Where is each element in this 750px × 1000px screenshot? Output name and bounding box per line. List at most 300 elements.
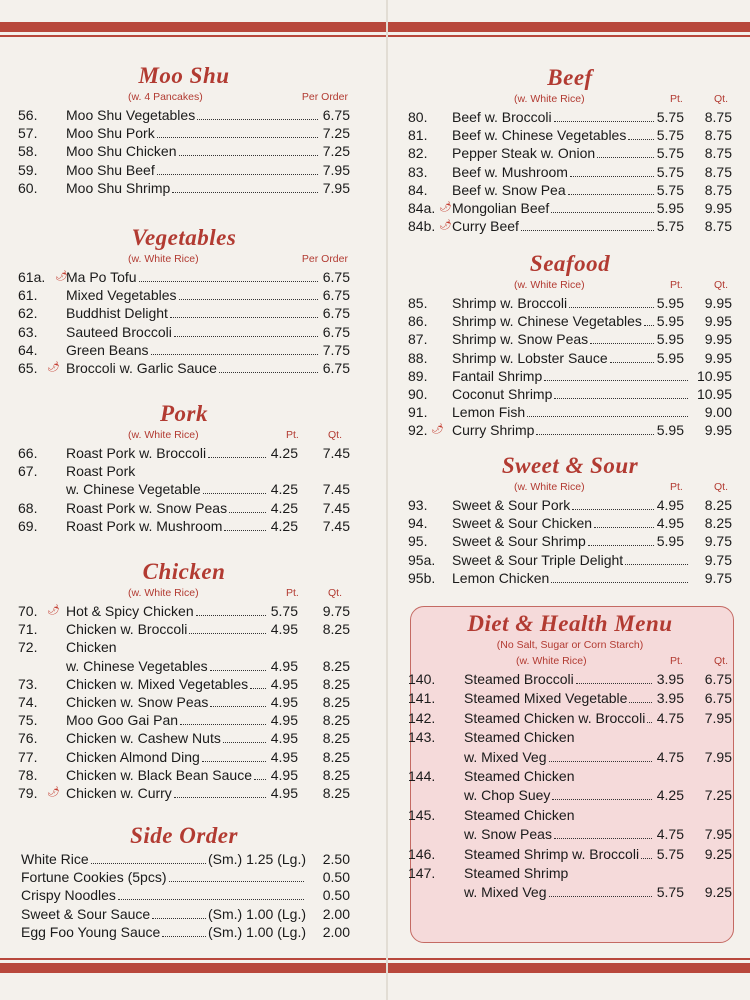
item-name: Mixed Vegetables <box>66 287 177 304</box>
item-name: w. Mixed Veg <box>464 748 547 765</box>
hot-pepper-icon: 🌶 <box>439 201 452 213</box>
item-name-line <box>452 514 656 532</box>
pint-label: Pt. <box>286 429 299 441</box>
menu-item <box>18 444 350 462</box>
quart-price: 8.75 <box>704 145 732 162</box>
menu-item <box>408 126 732 144</box>
item-name: Steamed Chicken <box>464 806 575 823</box>
menu-item <box>18 923 350 941</box>
item-number: 58. <box>18 143 38 160</box>
item-name: Roast Pork w. Snow Peas <box>66 499 228 516</box>
pint-price: 5.75 <box>656 845 684 862</box>
item-price: 7.75 <box>322 341 350 358</box>
dot-leader <box>219 372 318 373</box>
item-name-line <box>452 181 656 199</box>
item-number: 87. <box>408 331 428 348</box>
quart-price: 6.75 <box>704 671 732 687</box>
menu-item <box>408 532 732 550</box>
pint-price: 4.25 <box>270 445 298 461</box>
pint-price: 4.95 <box>656 497 684 513</box>
item-number: 85. <box>408 295 428 311</box>
size-prices: (Sm.) 1.00 (Lg.) <box>207 923 306 940</box>
item-name-line <box>464 728 732 747</box>
item-name-line <box>452 421 656 439</box>
item-number: 75. <box>18 712 38 729</box>
item-number: 95b. <box>408 569 436 586</box>
item-number: 81. <box>408 127 428 144</box>
item-name-line <box>464 786 654 805</box>
item-number: 140. <box>408 671 436 687</box>
menu-item <box>18 693 350 711</box>
item-number: 60. <box>18 179 38 196</box>
quart-price: 7.95 <box>704 826 732 843</box>
rice-note: (w. White Rice) <box>514 279 585 291</box>
dot-leader <box>139 281 318 282</box>
item-number: 76. <box>18 730 38 747</box>
menu-item <box>18 142 350 160</box>
item-number: 95. <box>408 533 428 550</box>
item-name: Green Beans <box>66 341 149 358</box>
item-price: 6.75 <box>322 359 350 376</box>
rice-note: (w. White Rice) <box>128 429 199 441</box>
dot-leader <box>179 299 318 300</box>
item-name: Chicken w. Curry <box>66 784 172 801</box>
item-price: 6.75 <box>322 287 350 304</box>
pint-price: 5.95 <box>656 331 684 348</box>
item-number: 83. <box>408 163 428 180</box>
quart-price: 6.75 <box>704 690 732 707</box>
per-order-label: Per Order <box>301 91 348 103</box>
item-name-line <box>66 106 320 124</box>
item-number: 84. <box>408 181 428 198</box>
item-number: 144. <box>408 767 436 784</box>
item-price: 6.75 <box>322 269 350 285</box>
item-name-line <box>66 766 268 784</box>
dot-leader <box>91 863 206 864</box>
pint-price: 5.75 <box>656 127 684 144</box>
item-name: w. Mixed Veg <box>464 884 547 901</box>
side-order-section <box>18 822 350 941</box>
item-number: 78. <box>18 766 38 783</box>
menu-item <box>18 784 350 802</box>
item-price: 6.75 <box>322 305 350 322</box>
item-name: Sauteed Broccoli <box>66 323 172 340</box>
sweet-sour-subheader <box>408 480 732 496</box>
item-name-line <box>452 385 690 403</box>
quart-price: 8.75 <box>704 218 732 235</box>
item-name-line <box>66 161 320 179</box>
menu-item <box>18 638 350 656</box>
item-number: 68. <box>18 499 38 516</box>
item-name: Roast Pork w. Mushroom <box>66 517 223 534</box>
menu-item <box>18 886 350 904</box>
item-name: Hot & Spicy Chicken <box>66 603 194 619</box>
item-name: Beef w. Broccoli <box>452 109 552 125</box>
menu-item <box>18 106 350 124</box>
quart-price: 7.95 <box>704 709 732 726</box>
item-name-line <box>66 784 268 802</box>
item-name: Chicken <box>66 639 117 656</box>
menu-item <box>408 144 732 162</box>
quart-price: 8.25 <box>704 515 732 532</box>
pint-price: 5.95 <box>656 295 684 311</box>
quart-price: 8.25 <box>322 766 350 783</box>
pint-price: 4.95 <box>270 766 298 783</box>
dot-leader <box>174 797 266 798</box>
pint-price: 5.75 <box>656 109 684 125</box>
quart-price: 8.25 <box>322 712 350 729</box>
item-name: Roast Pork <box>66 463 136 480</box>
dot-leader <box>180 724 266 725</box>
hot-pepper-icon: 🌶 <box>47 605 60 616</box>
item-name-line <box>66 480 268 498</box>
pint-price: 5.95 <box>656 533 684 550</box>
dot-leader <box>151 354 319 355</box>
menu-item <box>408 367 732 385</box>
pint-price: 4.25 <box>270 481 298 498</box>
item-name-line <box>66 638 350 656</box>
quart-price: 8.75 <box>704 109 732 125</box>
menu-item <box>18 675 350 693</box>
item-name: Chicken Almond Ding <box>66 748 200 765</box>
menu-item <box>408 312 732 330</box>
item-name-line <box>66 729 268 747</box>
item-name: Sweet & Sour Triple Delight <box>452 551 624 568</box>
menu-item <box>408 294 732 312</box>
beef-section <box>408 64 732 235</box>
dot-leader <box>157 137 318 138</box>
pint-label: Pt. <box>670 655 683 667</box>
chicken-subheader <box>18 586 350 602</box>
item-name: Steamed Chicken <box>464 767 575 784</box>
diet-health-section <box>408 610 732 903</box>
item-name: Curry Beef <box>452 218 519 235</box>
pork-title: Pork <box>160 401 208 426</box>
quart-price: 9.75 <box>704 533 732 550</box>
quart-price: 9.95 <box>704 199 732 216</box>
item-number: 65. <box>18 359 38 376</box>
item-number: 66. <box>18 445 38 461</box>
dot-leader <box>576 683 652 684</box>
dot-leader <box>551 212 654 213</box>
menu-item <box>18 657 350 675</box>
menu-item <box>18 179 350 197</box>
top-border <box>0 22 750 37</box>
seafood-section <box>408 250 732 440</box>
item-number: 93. <box>408 497 428 513</box>
item-name-line <box>66 323 320 341</box>
quart-price: 8.75 <box>704 181 732 198</box>
size-prices: (Sm.) 1.25 (Lg.) <box>207 851 306 867</box>
item-name: Pepper Steak w. Onion <box>452 145 596 162</box>
quart-price: 10.95 <box>696 385 732 402</box>
item-price: 0.50 <box>322 869 350 886</box>
vegetables-subheader <box>18 252 350 268</box>
quart-label: Qt. <box>714 655 729 667</box>
pint-label: Pt. <box>286 587 299 599</box>
menu-item <box>18 124 350 142</box>
vegetables-title: Vegetables <box>131 225 237 250</box>
item-name: w. Chinese Vegetables <box>66 657 208 674</box>
item-name-line <box>21 886 306 904</box>
item-name: Steamed Mixed Vegetable <box>464 690 628 707</box>
pint-price: 5.95 <box>656 349 684 366</box>
pint-price: 4.75 <box>656 748 684 765</box>
item-name: Sweet & Sour Sauce <box>21 905 151 922</box>
page-fold <box>386 0 388 1000</box>
rice-note: (w. White Rice) <box>128 587 199 599</box>
menu-item <box>408 767 732 786</box>
hot-pepper-icon: 🌶 <box>431 424 444 436</box>
item-name: Steamed Chicken <box>464 729 575 746</box>
item-number: 74. <box>18 693 38 710</box>
dot-leader <box>544 380 688 381</box>
item-number: 88. <box>408 349 428 366</box>
dot-leader <box>549 761 653 762</box>
seafood-subheader <box>408 278 732 294</box>
item-price: 7.25 <box>322 125 350 142</box>
menu-item <box>18 748 350 766</box>
quart-price: 7.45 <box>322 517 350 534</box>
pint-price: 4.95 <box>270 712 298 729</box>
quart-price: 9.75 <box>322 603 350 619</box>
item-name: Broccoli w. Garlic Sauce <box>66 359 217 376</box>
item-price: 2.50 <box>322 851 350 867</box>
pint-price: 4.95 <box>270 730 298 747</box>
menu-item <box>408 845 732 864</box>
rice-note: (w. White Rice) <box>516 655 587 667</box>
item-name-line <box>21 923 306 941</box>
item-name-line <box>66 748 268 766</box>
item-name-line <box>464 845 654 864</box>
menu-item <box>408 786 732 805</box>
item-name-line <box>21 868 306 886</box>
dot-leader <box>527 416 688 417</box>
item-number: 92. <box>408 422 428 439</box>
item-name-line <box>66 268 320 286</box>
dot-leader <box>197 119 318 120</box>
pint-price: 4.25 <box>656 787 684 804</box>
dot-leader <box>572 509 654 510</box>
item-name-line <box>66 304 320 322</box>
menu-item <box>408 199 732 217</box>
sweet-sour-title: Sweet & Sour <box>501 453 639 478</box>
item-number: 63. <box>18 323 38 340</box>
pint-price: 4.95 <box>270 748 298 765</box>
item-name: Steamed Broccoli <box>464 671 574 687</box>
quart-price: 9.95 <box>704 313 732 330</box>
item-price: 7.25 <box>322 143 350 160</box>
menu-item <box>408 163 732 181</box>
menu-item <box>408 551 732 569</box>
item-name-line <box>66 341 320 359</box>
quart-price: 8.25 <box>322 784 350 801</box>
chicken-section <box>18 558 350 802</box>
pint-price: 5.75 <box>656 884 684 901</box>
dot-leader <box>554 121 654 122</box>
seafood-title: Seafood <box>529 251 611 276</box>
item-name-line <box>66 657 268 675</box>
item-number: 57. <box>18 125 38 142</box>
moo-shu-title: Moo Shu <box>138 63 230 88</box>
item-name-line <box>66 462 350 480</box>
side-order-title: Side Order <box>130 823 238 848</box>
menu-item <box>18 905 350 923</box>
item-name-line <box>452 532 656 550</box>
item-name-line <box>66 675 268 693</box>
rice-note: (w. White Rice) <box>128 253 199 265</box>
dot-leader <box>169 881 304 882</box>
item-name: Moo Shu Shrimp <box>66 179 171 196</box>
rice-note: (w. 4 Pancakes) <box>128 91 203 103</box>
pint-price: 5.75 <box>270 603 298 619</box>
dot-leader <box>118 899 304 900</box>
item-name: Lemon Fish <box>452 404 526 421</box>
menu-item <box>18 286 350 304</box>
item-name-line <box>452 551 690 569</box>
menu-item <box>18 480 350 498</box>
item-name: Moo Shu Pork <box>66 125 155 142</box>
item-name-line <box>452 199 656 217</box>
quart-price: 9.00 <box>704 404 732 421</box>
menu-item <box>18 766 350 784</box>
menu-item <box>408 385 732 403</box>
quart-label: Qt. <box>328 587 343 599</box>
item-number: 71. <box>18 621 38 638</box>
menu-item <box>18 620 350 638</box>
hot-pepper-icon: 🌶 <box>47 361 60 373</box>
item-name-line <box>66 124 320 142</box>
dot-leader <box>202 761 266 762</box>
dot-leader <box>189 633 266 634</box>
item-name-line <box>464 883 654 902</box>
item-name: Sweet & Sour Chicken <box>452 515 593 532</box>
dot-leader <box>157 174 318 175</box>
item-name: w. Snow Peas <box>464 826 552 843</box>
pint-price: 5.95 <box>656 422 684 439</box>
item-number: 59. <box>18 161 38 178</box>
dot-leader <box>570 176 654 177</box>
menu-item <box>18 729 350 747</box>
item-number: 62. <box>18 305 38 322</box>
diet-title: Diet & Health Menu <box>467 611 673 636</box>
menu-item <box>18 711 350 729</box>
item-name: Beef w. Chinese Vegetables <box>452 127 627 144</box>
item-number: 61a. <box>18 269 46 285</box>
item-name: w. Chinese Vegetable <box>66 481 201 498</box>
menu-item <box>408 709 732 728</box>
item-price: 7.95 <box>322 179 350 196</box>
item-number: 67. <box>18 463 38 480</box>
item-number: 77. <box>18 748 38 765</box>
menu-item <box>18 462 350 480</box>
item-name-line <box>66 286 320 304</box>
item-name-line <box>452 144 656 162</box>
pint-price: 5.75 <box>656 218 684 235</box>
menu-item <box>408 689 732 708</box>
menu-item <box>18 341 350 359</box>
pint-price: 4.75 <box>656 826 684 843</box>
item-name: Buddhist Delight <box>66 305 168 322</box>
dot-leader <box>625 564 688 565</box>
quart-price: 9.75 <box>704 551 732 568</box>
menu-item <box>408 181 732 199</box>
menu-item <box>18 517 350 535</box>
item-name-line <box>452 126 656 144</box>
item-name-line <box>66 517 268 535</box>
diet-subheader <box>408 654 732 670</box>
item-number: 69. <box>18 517 38 534</box>
item-price: 0.50 <box>322 887 350 904</box>
item-name-line <box>66 711 268 729</box>
pint-price: 4.75 <box>656 709 684 726</box>
pint-price: 4.95 <box>270 621 298 638</box>
dot-leader <box>152 918 206 919</box>
item-name-line <box>66 142 320 160</box>
item-name: White Rice <box>21 851 89 867</box>
item-number: 73. <box>18 675 38 692</box>
pint-price: 4.25 <box>270 517 298 534</box>
item-name-line <box>66 359 320 377</box>
item-number: 64. <box>18 341 38 358</box>
item-name: Chicken w. Snow Peas <box>66 693 209 710</box>
item-name-line <box>452 163 656 181</box>
item-name-line <box>66 444 268 462</box>
hot-pepper-icon: 🌶 <box>55 271 68 282</box>
item-name-line <box>464 670 654 689</box>
dot-leader <box>554 398 688 399</box>
quart-label: Qt. <box>714 93 729 105</box>
per-order-label: Per Order <box>301 253 348 265</box>
dot-leader <box>536 434 654 435</box>
item-name-line <box>452 108 656 126</box>
quart-price: 9.95 <box>704 349 732 366</box>
size-prices: (Sm.) 1.00 (Lg.) <box>207 905 306 922</box>
dot-leader <box>552 799 652 800</box>
rice-note: (w. White Rice) <box>514 93 585 105</box>
item-name: Beef w. Snow Pea <box>452 181 566 198</box>
item-price: 6.75 <box>322 323 350 340</box>
pint-label: Pt. <box>670 279 683 291</box>
item-name-line <box>452 294 656 312</box>
item-name-line <box>452 367 690 385</box>
item-name-line <box>464 748 654 767</box>
pint-price: 5.95 <box>656 199 684 216</box>
quart-price: 7.25 <box>704 787 732 804</box>
item-name: Moo Goo Gai Pan <box>66 712 179 729</box>
dot-leader <box>170 317 318 318</box>
pint-price: 4.25 <box>270 499 298 516</box>
item-name-line <box>21 905 306 923</box>
item-name-line <box>66 602 268 620</box>
quart-label: Qt. <box>714 279 729 291</box>
menu-item <box>408 670 732 689</box>
item-name: Mongolian Beef <box>452 199 550 216</box>
dot-leader <box>551 582 688 583</box>
pint-price: 3.95 <box>656 690 684 707</box>
item-number: 95a. <box>408 551 436 568</box>
quart-price: 9.25 <box>704 884 732 901</box>
quart-price: 9.95 <box>704 295 732 311</box>
item-name-line <box>66 693 268 711</box>
bottom-border <box>0 958 750 973</box>
item-name: Fantail Shrimp <box>452 367 543 384</box>
quart-label: Qt. <box>328 429 343 441</box>
pint-price: 5.95 <box>656 313 684 330</box>
menu-item <box>408 806 732 825</box>
item-name-line <box>464 689 654 708</box>
menu-item <box>408 569 732 587</box>
